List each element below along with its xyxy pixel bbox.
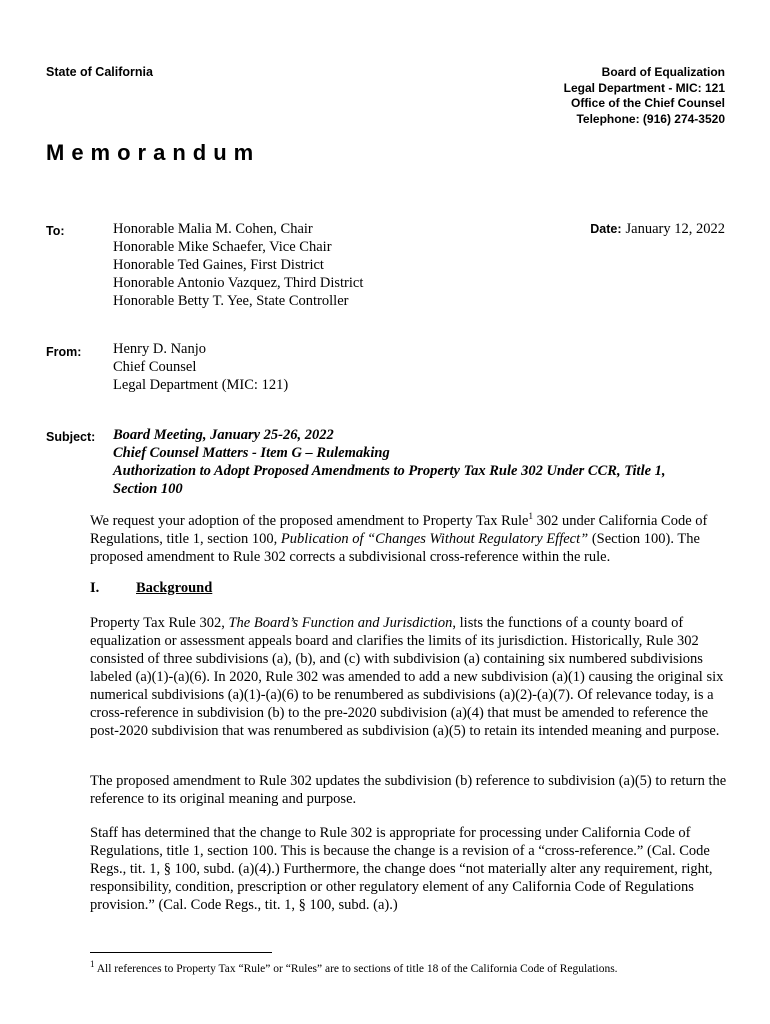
from-label: From:	[46, 345, 82, 359]
sender-org: Board of Equalization	[601, 65, 725, 79]
rule-title-italic: The Board’s Function and Jurisdiction	[228, 615, 453, 631]
to-label: To:	[46, 224, 65, 238]
sender-dept: Legal Department (MIC: 121)	[113, 377, 289, 393]
footnote	[90, 959, 618, 976]
subject-line-4: Section 100	[113, 481, 183, 497]
background-paragraph-1	[90, 614, 730, 740]
subject-label: Subject:	[46, 430, 96, 444]
recipient-4: Honorable Antonio Vazquez, Third District	[113, 275, 364, 291]
background-text-2: , lists the functions of a county board of equalization or assessment appeals board and clarifies the limits of its jurisdiction. Historically, Rule 302 consisted of three subdivisions (a), (b), and (c) with subdivision (a) containing six numbered subdivisions labeled (a)(1)-(a)(6). In 2020, Rule 302 was amended to add a new subdivision (a)(1) causing the original six numerical subdivisions (a)(1)-(a)(6) to be renumbered as subdivisions (a)(2)-(a)(7). Of relevance today, is a cross-reference in subdivision (b) to the pre-2020 subdivision (a)(4) that must be amended to reference the post-2020 subdivision that was renumbered as subdivision (a)(5) to retain its intended meaning and purpose.	[90, 615, 724, 739]
date-block	[590, 220, 725, 238]
intro-text-2: 302 under California Code of Regulations, title 1, section 100,	[90, 513, 708, 547]
section-number: I.	[90, 580, 100, 596]
footnote-text: All references to Property Tax “Rule” or “Rules” are to sections of title 18 of the California Code of Regulations.	[94, 963, 618, 975]
subject-line-2: Chief Counsel Matters - Item G – Rulemaking	[113, 445, 390, 461]
footnote-ref: 1	[528, 511, 533, 522]
subject-lines	[113, 426, 723, 498]
background-paragraph-2: The proposed amendment to Rule 302 updates the subdivision (b) reference to subdivision (a)(5) to return the reference to its original meaning and purpose.	[90, 773, 727, 807]
section-title: Background	[136, 580, 213, 596]
date-label: Date:	[590, 222, 622, 236]
sender-name: Henry D. Nanjo	[113, 341, 207, 357]
sender-office: Office of the Chief Counsel	[570, 96, 725, 110]
sender-department: Legal Department - MIC: 121	[563, 80, 725, 95]
recipient-2: Honorable Mike Schaefer, Vice Chair	[113, 239, 332, 255]
sender-state: State of California	[46, 65, 153, 79]
from-sender	[113, 340, 288, 394]
date-value: January 12, 2022	[625, 221, 725, 237]
recipient-3: Honorable Ted Gaines, First District	[113, 257, 324, 273]
memo-title: Memorandum	[46, 140, 261, 165]
background-paragraph-3: Staff has determined that the change to Rule 302 is appropriate for processing under California Code of Regulations, title 1, section 100. This is because the change is a revision of a “cross-reference.” (Cal. Code Regs., tit. 1, § 100, subd. (a)(4).) Furthermore, the change does “not materially alter any requirement, right, responsibility, condition, prescription or other regulatory element of any California Code of Regulations provision.” (Cal. Code Regs., tit. 1, § 100, subd. (a).)	[90, 825, 713, 913]
subject-line-3: Authorization to Adopt Proposed Amendments to Property Tax Rule 302 Under CCR, Title 1,	[113, 463, 666, 479]
sender-address-block	[564, 65, 725, 127]
intro-text-1: We request your adoption of the proposed amendment to Property Tax Rule	[90, 513, 529, 529]
sender-telephone: Telephone: (916) 274-3520	[576, 111, 725, 126]
intro-italic-title: Publication of “Changes Without Regulatory Effect”	[280, 531, 589, 547]
background-text-1: Property Tax Rule 302,	[90, 615, 229, 631]
footnote-number: 1	[90, 959, 95, 970]
sender-title: Chief Counsel	[113, 359, 197, 375]
subject-line-1: Board Meeting, January 25-26, 2022	[113, 427, 334, 443]
recipient-5: Honorable Betty T. Yee, State Controller	[113, 293, 349, 309]
footnote-divider	[90, 952, 272, 953]
intro-paragraph	[90, 512, 730, 566]
recipient-1: Honorable Malia M. Cohen, Chair	[113, 221, 313, 237]
to-recipients	[113, 220, 363, 310]
intro-text-3: (Section 100). The proposed amendment to Rule 302 corrects a subdivisional cross-reference within the rule.	[90, 531, 700, 565]
